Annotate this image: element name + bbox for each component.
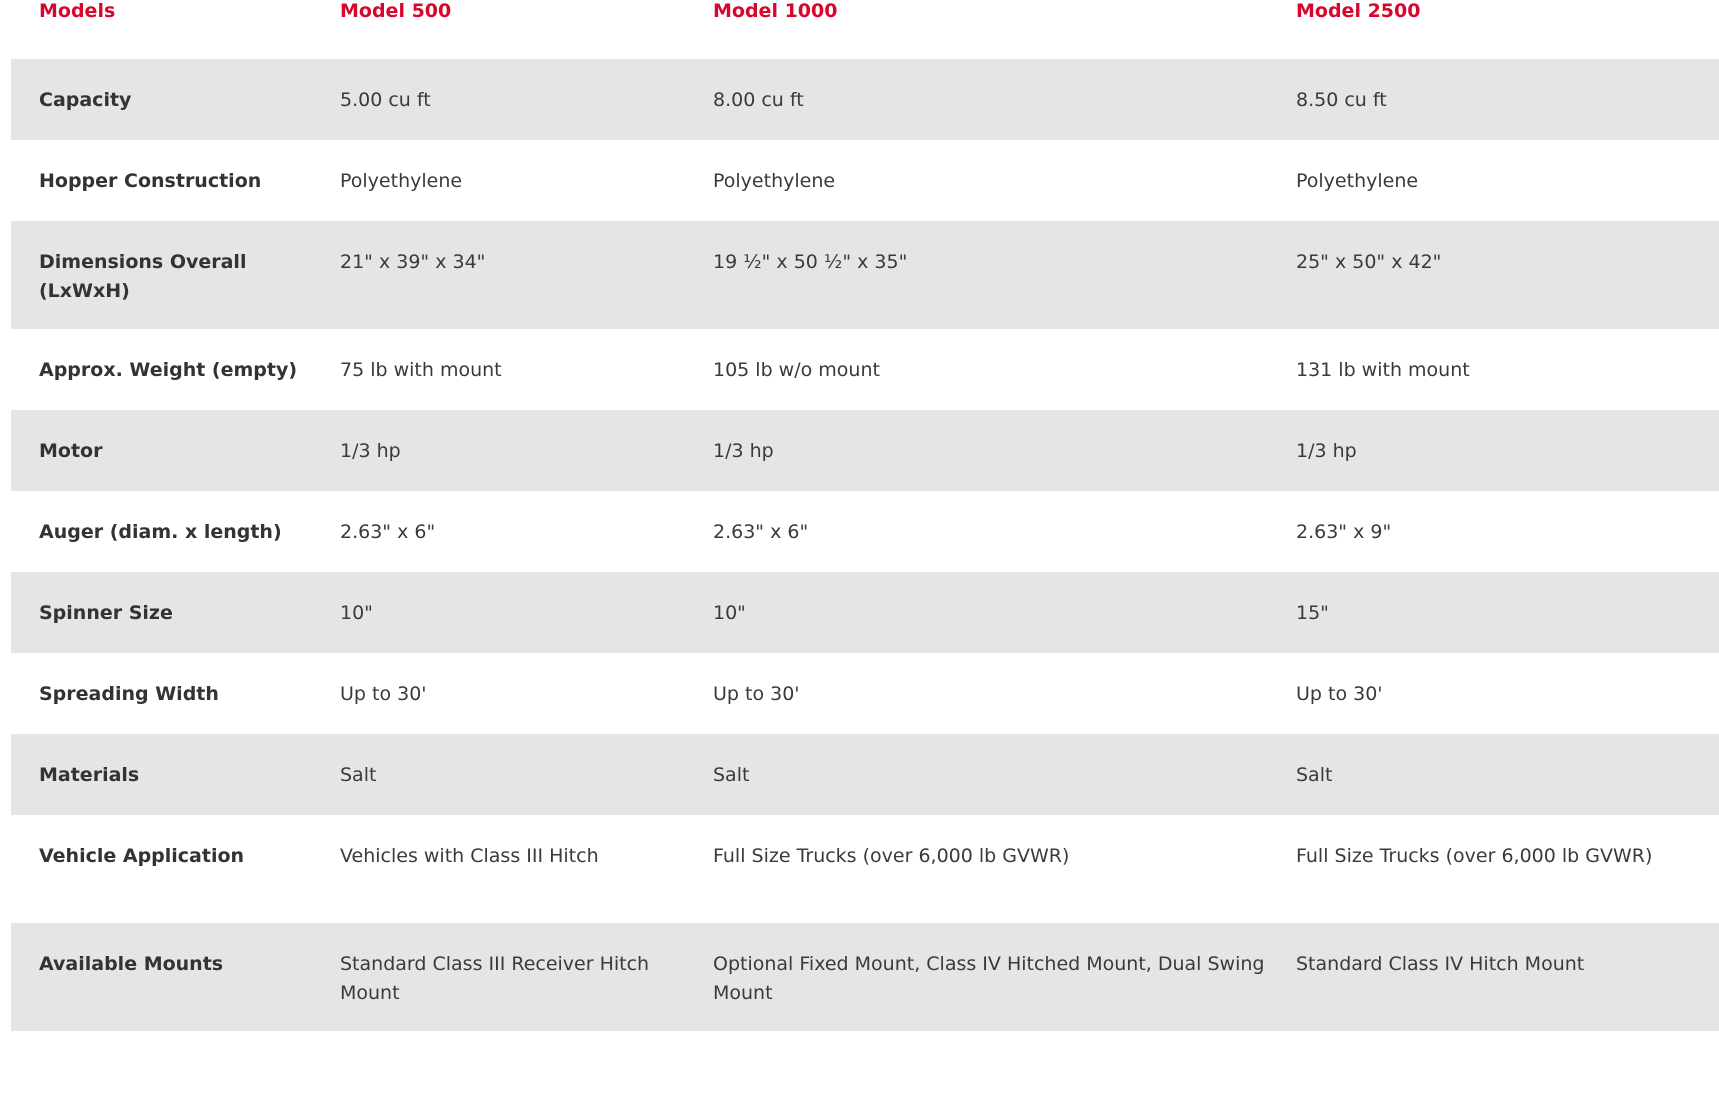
table-row-motor [11, 410, 1719, 491]
cell-model-2500: Polyethylene [1296, 170, 1419, 192]
table-row-materials [11, 734, 1719, 815]
cell-model-1000: Up to 30' [713, 683, 800, 705]
spec-comparison-table [11, 0, 1719, 1031]
cell-model-500: Standard Class III Receiver Hitch Mount [340, 953, 650, 1004]
cell-model-1000: Full Size Trucks (over 6,000 lb GVWR) [713, 845, 1070, 867]
table-row-spinner-size [11, 572, 1719, 653]
row-label: Motor [39, 440, 103, 462]
cell-model-1000: Optional Fixed Mount, Class IV Hitched Mount, Dual Swing Mount [713, 953, 1265, 1004]
cell-model-500: 5.00 cu ft [340, 89, 431, 111]
row-label: Auger (diam. x length) [39, 521, 282, 543]
cell-model-2500: Standard Class IV Hitch Mount [1296, 953, 1585, 975]
cell-model-1000: Salt [713, 764, 750, 786]
cell-model-2500: 2.63" x 9" [1296, 521, 1392, 543]
cell-model-1000: 2.63" x 6" [713, 521, 809, 543]
table-row-available-mounts [11, 923, 1719, 1031]
cell-model-2500: 131 lb with mount [1296, 359, 1470, 381]
cell-model-2500: 15" [1296, 602, 1329, 624]
cell-model-500: Polyethylene [340, 170, 463, 192]
cell-model-2500: 1/3 hp [1296, 440, 1357, 462]
cell-model-1000: 8.00 cu ft [713, 89, 804, 111]
row-label: Vehicle Application [39, 845, 245, 867]
cell-model-500: 1/3 hp [340, 440, 401, 462]
header-model-500: Model 500 [312, 0, 685, 59]
row-label: Materials [39, 764, 140, 786]
row-label: Approx. Weight (empty) [39, 359, 298, 381]
table-row-hopper-construction [11, 140, 1719, 221]
table-header-row [11, 0, 1719, 59]
cell-model-1000: 19 ½" x 50 ½" x 35" [713, 251, 908, 273]
cell-model-2500: 25" x 50" x 42" [1296, 251, 1442, 273]
cell-model-500: Up to 30' [340, 683, 427, 705]
cell-model-1000: Polyethylene [713, 170, 836, 192]
header-models-label: Models [11, 0, 312, 59]
row-label: Capacity [39, 89, 132, 111]
table-row-capacity [11, 59, 1719, 140]
table-row-spreading-width [11, 653, 1719, 734]
row-label: Available Mounts [39, 953, 224, 975]
cell-model-2500: Full Size Trucks (over 6,000 lb GVWR) [1296, 845, 1653, 867]
table-row-weight [11, 329, 1719, 410]
cell-model-2500: Salt [1296, 764, 1333, 786]
row-label: Spreading Width [39, 683, 219, 705]
cell-model-500: Vehicles with Class III Hitch [340, 845, 599, 867]
header-model-2500: Model 2500 [1268, 0, 1719, 59]
cell-model-500: 21" x 39" x 34" [340, 251, 486, 273]
cell-model-500: 2.63" x 6" [340, 521, 436, 543]
row-label: Dimensions Overall (LxWxH) [39, 251, 247, 302]
cell-model-500: 75 lb with mount [340, 359, 502, 381]
header-model-1000: Model 1000 [685, 0, 1268, 59]
table-row-dimensions [11, 221, 1719, 329]
table-row-vehicle-application [11, 815, 1719, 923]
cell-model-2500: Up to 30' [1296, 683, 1383, 705]
cell-model-500: Salt [340, 764, 377, 786]
table-row-auger [11, 491, 1719, 572]
row-label: Hopper Construction [39, 170, 262, 192]
cell-model-2500: 8.50 cu ft [1296, 89, 1387, 111]
cell-model-500: 10" [340, 602, 373, 624]
cell-model-1000: 105 lb w/o mount [713, 359, 880, 381]
cell-model-1000: 10" [713, 602, 746, 624]
cell-model-1000: 1/3 hp [713, 440, 774, 462]
row-label: Spinner Size [39, 602, 173, 624]
